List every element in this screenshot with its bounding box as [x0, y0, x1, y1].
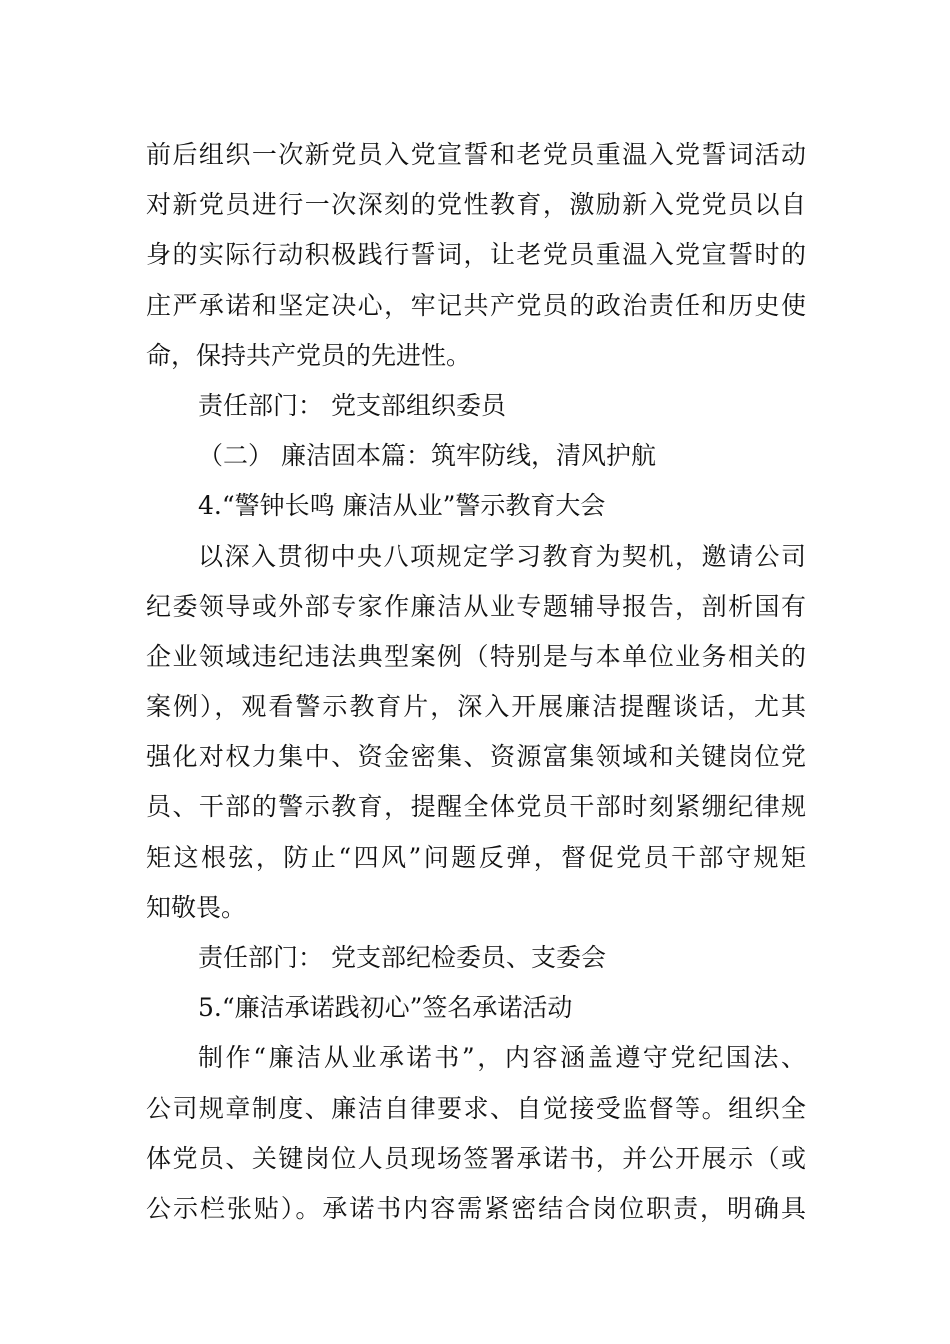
paragraph-line: 矩这根弦，防止“四风”问题反弹，督促党员干部守规矩 — [146, 842, 806, 872]
paragraph-line: 员、干部的警示教育，提醒全体党员干部时刻紧绷纪律规 — [146, 792, 806, 822]
paragraph-line: 案例），观看警示教育片，深入开展廉洁提醒谈话，尤其 — [146, 692, 806, 722]
paragraph-line: 制作“廉洁从业承诺书”，内容涵盖遵守党纪国法、 — [198, 1043, 806, 1073]
item-heading: 4.“警钟长鸣 廉洁从业”警示教育大会 — [198, 491, 606, 521]
responsible-department: 责任部门： 党支部纪检委员、支委会 — [198, 943, 606, 972]
item-heading: 5.“廉洁承诺践初心”签名承诺活动 — [198, 993, 573, 1023]
responsible-department: 责任部门： 党支部组织委员 — [198, 390, 506, 420]
paragraph-line: 对新党员进行一次深刻的党性教育，激励新入党党员以自 — [146, 190, 806, 220]
paragraph-line: 知敬畏。 — [146, 892, 247, 922]
paragraph-line: 纪委领导或外部专家作廉洁从业专题辅导报告，剖析国有 — [146, 591, 806, 621]
document-body — [146, 130, 806, 1234]
paragraph-line: 以深入贯彻中央八项规定学习教育为契机，邀请公司 — [198, 541, 806, 571]
paragraph-line: 公司规章制度、廉洁自律要求、自觉接受监督等。组织全 — [146, 1093, 806, 1123]
paragraph-line: 体党员、关键岗位人员现场签署承诺书，并公开展示（或 — [146, 1143, 806, 1173]
section-heading: （二） 廉洁固本篇：筑牢防线，清风护航 — [198, 441, 656, 471]
paragraph-line: 公示栏张贴）。承诺书内容需紧密结合岗位职责，明确具 — [146, 1193, 806, 1223]
paragraph-line: 庄严承诺和坚定决心，牢记共产党员的政治责任和历史使 — [146, 290, 806, 320]
paragraph-line: 命，保持共产党员的先进性。 — [146, 340, 472, 370]
paragraph-line: 强化对权力集中、资金密集、资源富集领域和关键岗位党 — [146, 742, 806, 772]
paragraph-line: 前后组织一次新党员入党宣誓和老党员重温入党誓词活动 — [146, 140, 806, 169]
paragraph-line: 企业领域违纪违法典型案例（特别是与本单位业务相关的 — [146, 641, 806, 671]
paragraph-line: 身的实际行动积极践行誓词，让老党员重温入党宣誓时的 — [146, 240, 806, 270]
